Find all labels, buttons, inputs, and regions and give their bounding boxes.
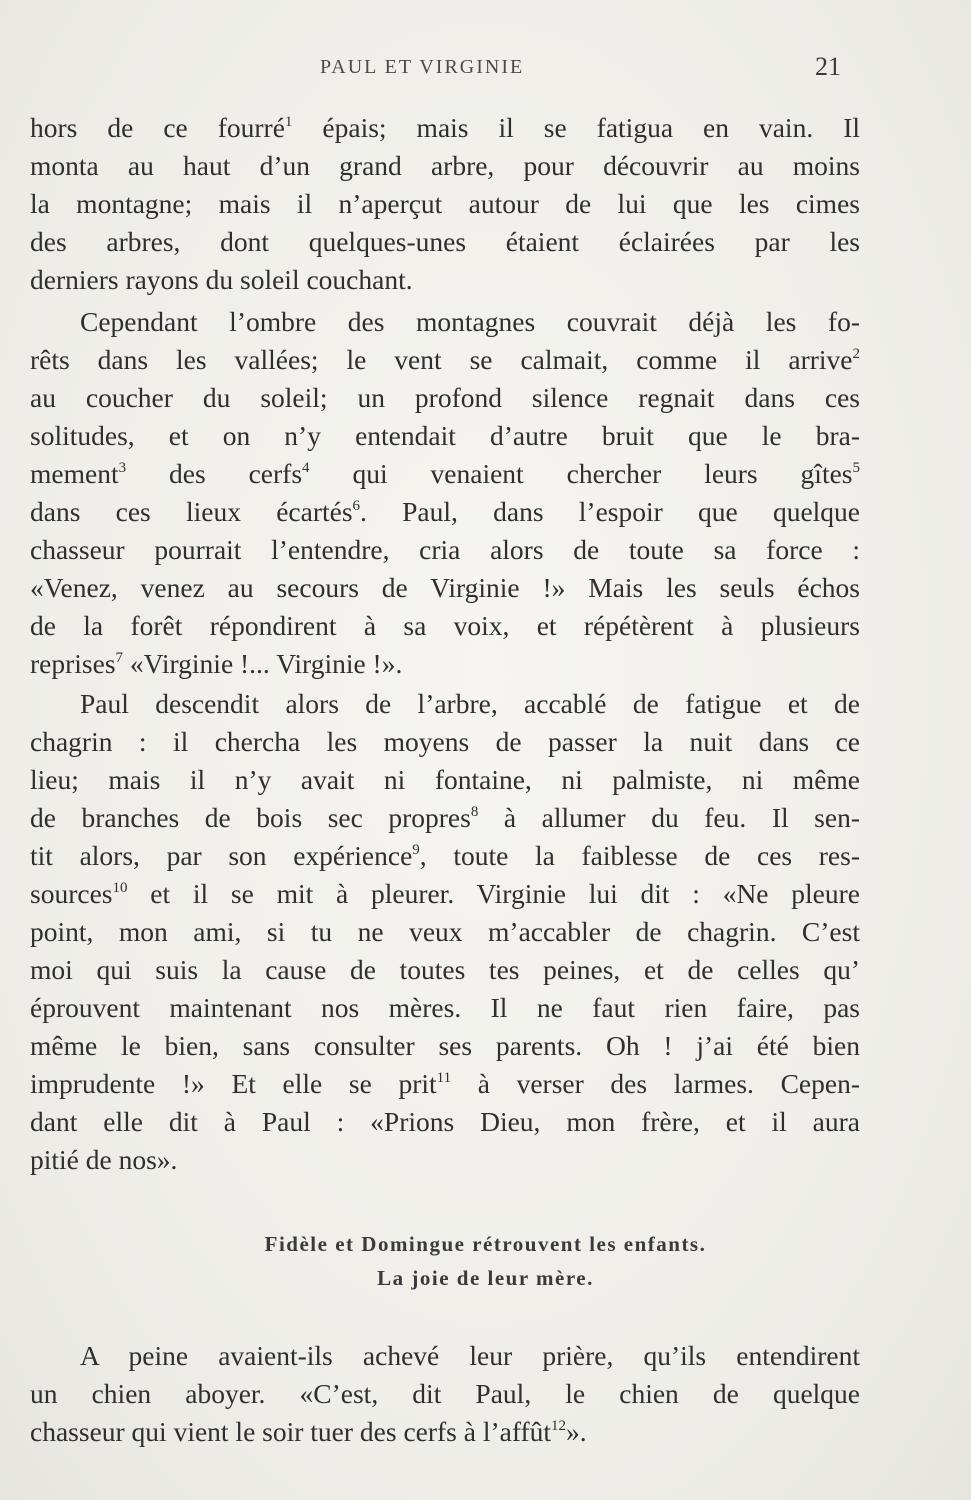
line-text: derniers rayons du soleil couchant.: [30, 264, 413, 295]
line-text: monta au haut d’un grand arbre, pour découvrir au moins: [30, 150, 860, 181]
section-heading-line-1: Fidèle et Domingue rétrouvent les enfants.: [264, 1232, 707, 1256]
text-line: [30, 572, 860, 604]
line-text: dans ces lieux écartés: [30, 496, 353, 527]
line-text: «Venez, venez au secours de Virginie !» Mais les seuls échos: [30, 572, 860, 603]
line-text: à verser des larmes. Cepen-: [451, 1068, 860, 1099]
line-text: et il se mit à pleurer. Virginie lui dit : «Ne pleure: [127, 878, 860, 909]
line-text: solitudes, et on n’y entendait d’autre bruit que le bra-: [30, 420, 860, 451]
line-text: Cependant l’ombre des montagnes couvrait déjà les fo-: [80, 306, 860, 337]
line-text: moi qui suis la cause de toutes tes peines, et de celles qu’: [30, 954, 860, 985]
text-line: [30, 1378, 860, 1410]
text-line: [30, 954, 860, 986]
text-line: [30, 764, 860, 796]
text-line: [30, 112, 860, 144]
line-text: point, mon ami, si tu ne veux m’accabler de chagrin. C’est: [30, 916, 860, 947]
text-line: [30, 916, 860, 948]
text-line: [30, 726, 860, 758]
line-text: chasseur pourrait l’entendre, cria alors de toute sa force :: [30, 534, 860, 565]
text-line: [30, 1068, 860, 1100]
text-line: [80, 306, 860, 338]
text-line: [30, 188, 860, 220]
text-line: [30, 1144, 860, 1176]
text-line: [30, 1030, 860, 1062]
text-line: [30, 1106, 860, 1138]
line-text: sources: [30, 878, 113, 909]
line-text: de la forêt répondirent à sa voix, et répétèrent à plusieurs: [30, 610, 860, 641]
line-text: pitié de nos».: [30, 1144, 178, 1175]
text-line: [30, 382, 860, 414]
line-text: tit alors, par son expérience: [30, 840, 413, 871]
line-text: épais; mais il se fatigua en vain. Il: [292, 112, 860, 143]
line-text: , toute la faiblesse de ces res-: [419, 840, 860, 871]
line-text: à allumer du feu. Il sen-: [478, 802, 860, 833]
text-line: [30, 610, 860, 642]
section-heading-line-2: La joie de leur mère.: [377, 1266, 594, 1290]
text-line: [30, 992, 860, 1024]
footnote-marker: 1: [284, 114, 293, 130]
line-text: reprises: [30, 648, 116, 679]
line-text: mement: [30, 458, 119, 489]
footnote-marker: 4: [302, 460, 310, 476]
text-line: [30, 344, 860, 376]
footnote-marker: 11: [436, 1070, 452, 1086]
line-text: Paul descendit alors de l’arbre, accablé de fatigue et de: [80, 688, 860, 719]
footnote-marker: 8: [470, 804, 479, 820]
footnote-marker: 12: [551, 1418, 567, 1434]
line-text: lieu; mais il n’y avait ni fontaine, ni palmiste, ni même: [30, 764, 860, 795]
line-text: . Paul, dans l’espoir que quelque: [360, 496, 860, 527]
text-line: [30, 802, 860, 834]
text-line: [80, 688, 860, 720]
line-text: imprudente !» Et elle se prit: [30, 1068, 437, 1099]
text-line: [30, 534, 860, 566]
text-line: [30, 420, 860, 452]
line-text: un chien aboyer. «C’est, dit Paul, le chien de quelque: [30, 1378, 860, 1409]
text-line: [30, 496, 860, 528]
footnote-marker: 7: [115, 650, 124, 666]
line-text: au coucher du soleil; un profond silence regnait dans ces: [30, 382, 860, 413]
line-text: même le bien, sans consulter ses parents. Oh ! j’ai été bien: [30, 1030, 860, 1061]
line-text: qui venaient chercher leurs gîtes: [309, 458, 853, 489]
running-title: PAUL ET VIRGINIE: [320, 56, 525, 78]
line-text: ».: [566, 1416, 587, 1447]
footnote-marker: 6: [352, 498, 361, 514]
line-text: A peine avaient-ils achevé leur prière, qu’ils entendirent: [80, 1340, 860, 1371]
footnote-marker: 10: [112, 880, 128, 896]
line-text: dant elle dit à Paul : «Prions Dieu, mon frère, et il aura: [30, 1106, 860, 1137]
text-line: [30, 878, 860, 910]
text-line: [30, 150, 860, 182]
text-line: [80, 1340, 860, 1372]
footnote-marker: 9: [412, 842, 420, 858]
footnote-marker: 5: [852, 460, 861, 476]
text-line: [30, 264, 860, 296]
text-line: [30, 1416, 860, 1448]
text-line: [30, 226, 860, 258]
text-line: [30, 840, 860, 872]
line-text: la montagne; mais il n’aperçut autour de lui que les cimes: [30, 188, 860, 219]
line-text: éprouvent maintenant nos mères. Il ne faut rien faire, pas: [30, 992, 860, 1023]
text-line: [30, 458, 860, 490]
footnote-marker: 3: [118, 460, 127, 476]
line-text: des arbres, dont quelques-unes étaient éclairées par les: [30, 226, 860, 257]
page-number: 21: [815, 52, 841, 81]
footnote-marker: 2: [852, 346, 860, 362]
line-text: chasseur qui vient le soir tuer des cerfs à l’affût: [30, 1416, 552, 1447]
line-text: chagrin : il chercha les moyens de passer la nuit dans ce: [30, 726, 860, 757]
line-text: des cerfs: [126, 458, 303, 489]
text-line: [30, 648, 860, 680]
line-text: rêts dans les vallées; le vent se calmait, comme il arrive: [30, 344, 853, 375]
line-text: «Virginie !... Virginie !».: [123, 648, 403, 679]
line-text: de branches de bois sec propres: [30, 802, 471, 833]
line-text: hors de ce fourré: [30, 112, 285, 143]
